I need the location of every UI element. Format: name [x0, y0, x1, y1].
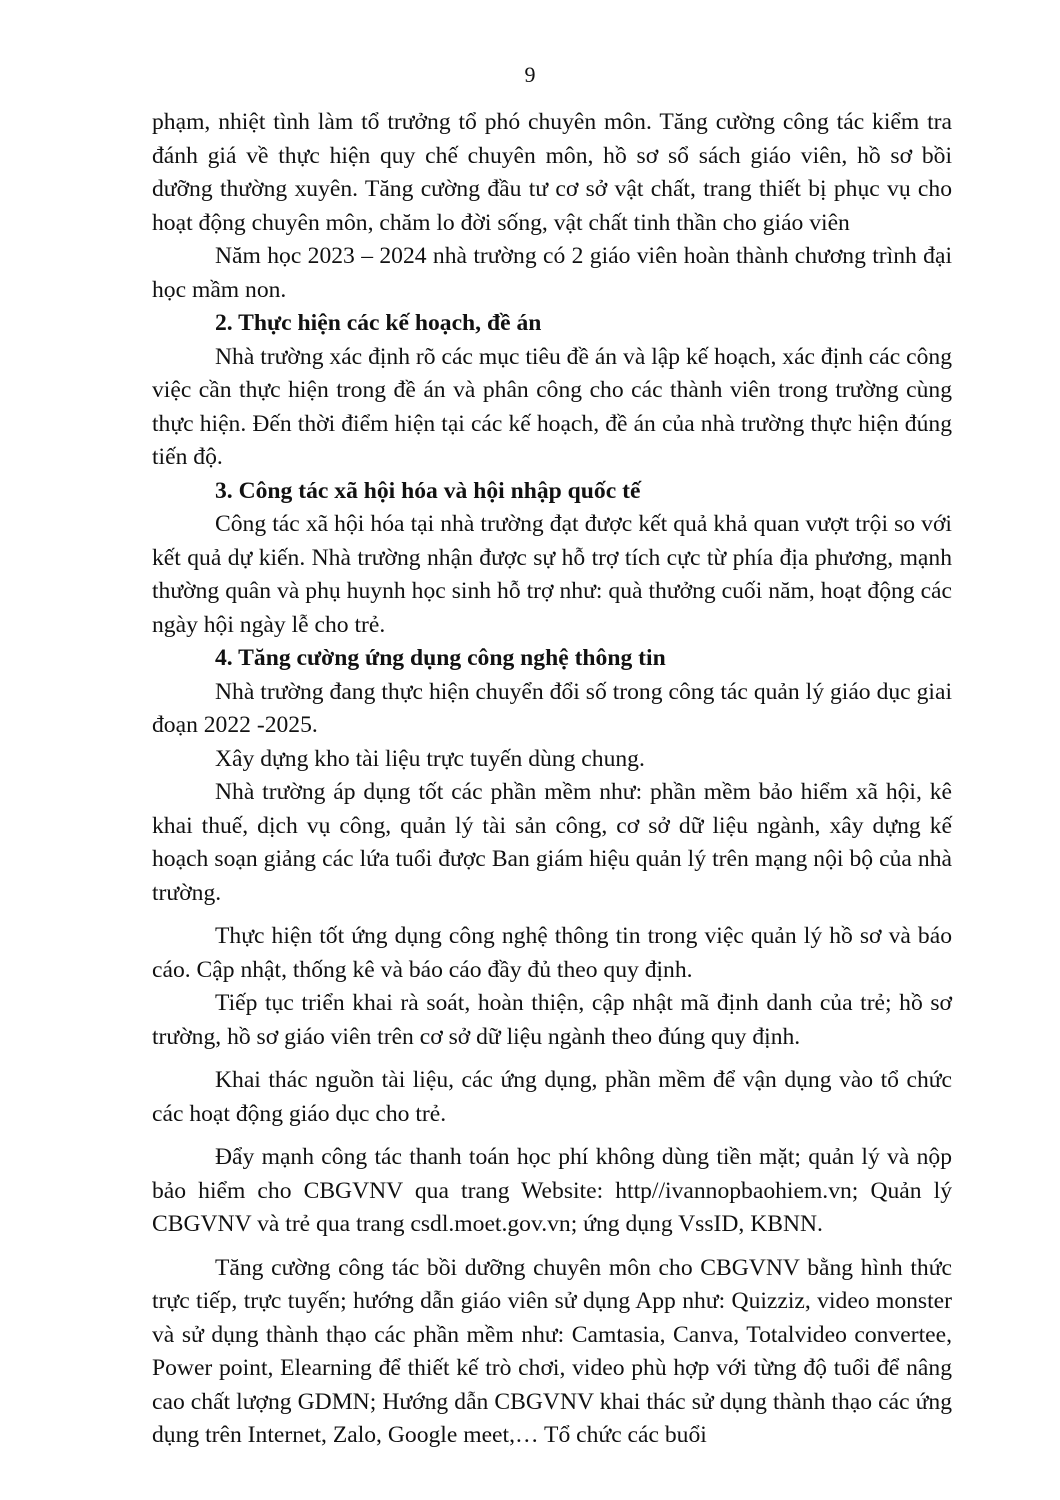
- section-heading-2: 2. Thực hiện các kế hoạch, đề án: [215, 310, 542, 336]
- paragraph-plans-projects: Nhà trường xác định rõ các mục tiêu đề án và lập kế hoạch, xác định các công việc cần thực hiện trong đề án và phân công cho các thành viên trong trường cùng thực hiện. Đến thời điểm hiện tại các kế hoạch, đề án của nhà trường thực hiện đúng tiến độ.: [152, 343, 952, 470]
- paragraph-student-id-update: Tiếp tục triển khai rà soát, hoàn thiện, cập nhật mã định danh của trẻ; hồ sơ trường, hồ sơ giáo viên trên cơ sở dữ liệu ngành theo đúng quy định.: [152, 990, 952, 1050]
- paragraph-professional-training: Tăng cường công tác bồi dưỡng chuyên môn cho CBGVNV bằng hình thức trực tiếp, trực tuyến; hướng dẫn giáo viên sử dụng App như: Quizziz, video monster và sử dụng thành thạo các phần mềm như: Camtasia, Canva, Totalvideo convertee, Power point, Elearning để thiết kế trò chơi, video phù hợp với từng độ tuổi để nâng cao chất lượng GDMN; Hướng dẫn CBGVNV khai thác sử dụng thành thạo các ứng dụng trên Internet, Zalo, Google meet,… Tổ chức các buổi: [152, 1254, 952, 1448]
- paragraph-continuation: phạm, nhiệt tình làm tổ trưởng tổ phó chuyên môn. Tăng cường công tác kiểm tra đánh giá về thực hiện quy chế chuyên môn, hồ sơ sổ sách giáo viên, hồ sơ bồi dưỡng thường xuyên. Tăng cường đầu tư cơ sở vật chất, trang thiết bị phục vụ cho hoạt động chuyên môn, chăm lo đời sống, vật chất tinh thần cho giáo viên: [152, 109, 952, 236]
- section-heading-4: 4. Tăng cường ứng dụng công nghệ thông tin: [215, 645, 666, 671]
- paragraph-digital-transformation: Nhà trường đang thực hiện chuyển đổi số trong công tác quản lý giáo dục giai đoạn 2022 -2025.: [152, 678, 952, 738]
- section-heading-3: 3. Công tác xã hội hóa và hội nhập quốc tế: [215, 477, 641, 504]
- document-body: [152, 106, 952, 1453]
- paragraph-it-records: Thực hiện tốt ứng dụng công nghệ thông tin trong việc quản lý hồ sơ và báo cáo. Cập nhật, thống kê và báo cáo đầy đủ theo quy định.: [152, 923, 952, 983]
- paragraph-cashless-payment: Đẩy mạnh công tác thanh toán học phí không dùng tiền mặt; quản lý và nộp bảo hiểm cho CBGVNV qua trang Website: http//ivannopbaohiem.vn; Quản lý CBGVNV và trẻ qua trang csdl.moet.gov.vn; ứng dụng VssID, KBNN.: [152, 1144, 952, 1237]
- paragraph-teacher-graduates: Năm học 2023 – 2024 nhà trường có 2 giáo viên hoàn thành chương trình đại học mầm non.: [152, 243, 952, 303]
- paragraph-socialization: Công tác xã hội hóa tại nhà trường đạt được kết quả khả quan vượt trội so với kết quả dự kiến. Nhà trường nhận được sự hỗ trợ tích cực từ phía địa phương, mạnh thường quân và phụ huynh học sinh hỗ trợ như: quà thưởng cuối năm, hoạt động các ngày hội ngày lễ cho trẻ.: [152, 511, 952, 638]
- paragraph-software-use: Nhà trường áp dụng tốt các phần mềm như: phần mềm bảo hiểm xã hội, kê khai thuế, dịch vụ công, quản lý tài sản công, cơ sở dữ liệu ngành, xây dựng kế hoạch soạn giảng các lứa tuổi được Ban giám hiệu quản lý trên mạng nội bộ của nhà trường.: [152, 779, 952, 906]
- page-number: 9: [524, 62, 536, 87]
- paragraph-shared-library: Xây dựng kho tài liệu trực tuyến dùng chung.: [215, 745, 645, 772]
- paragraph-resources: Khai thác nguồn tài liệu, các ứng dụng, phần mềm để vận dụng vào tổ chức các hoạt động giáo dục cho trẻ.: [152, 1067, 952, 1127]
